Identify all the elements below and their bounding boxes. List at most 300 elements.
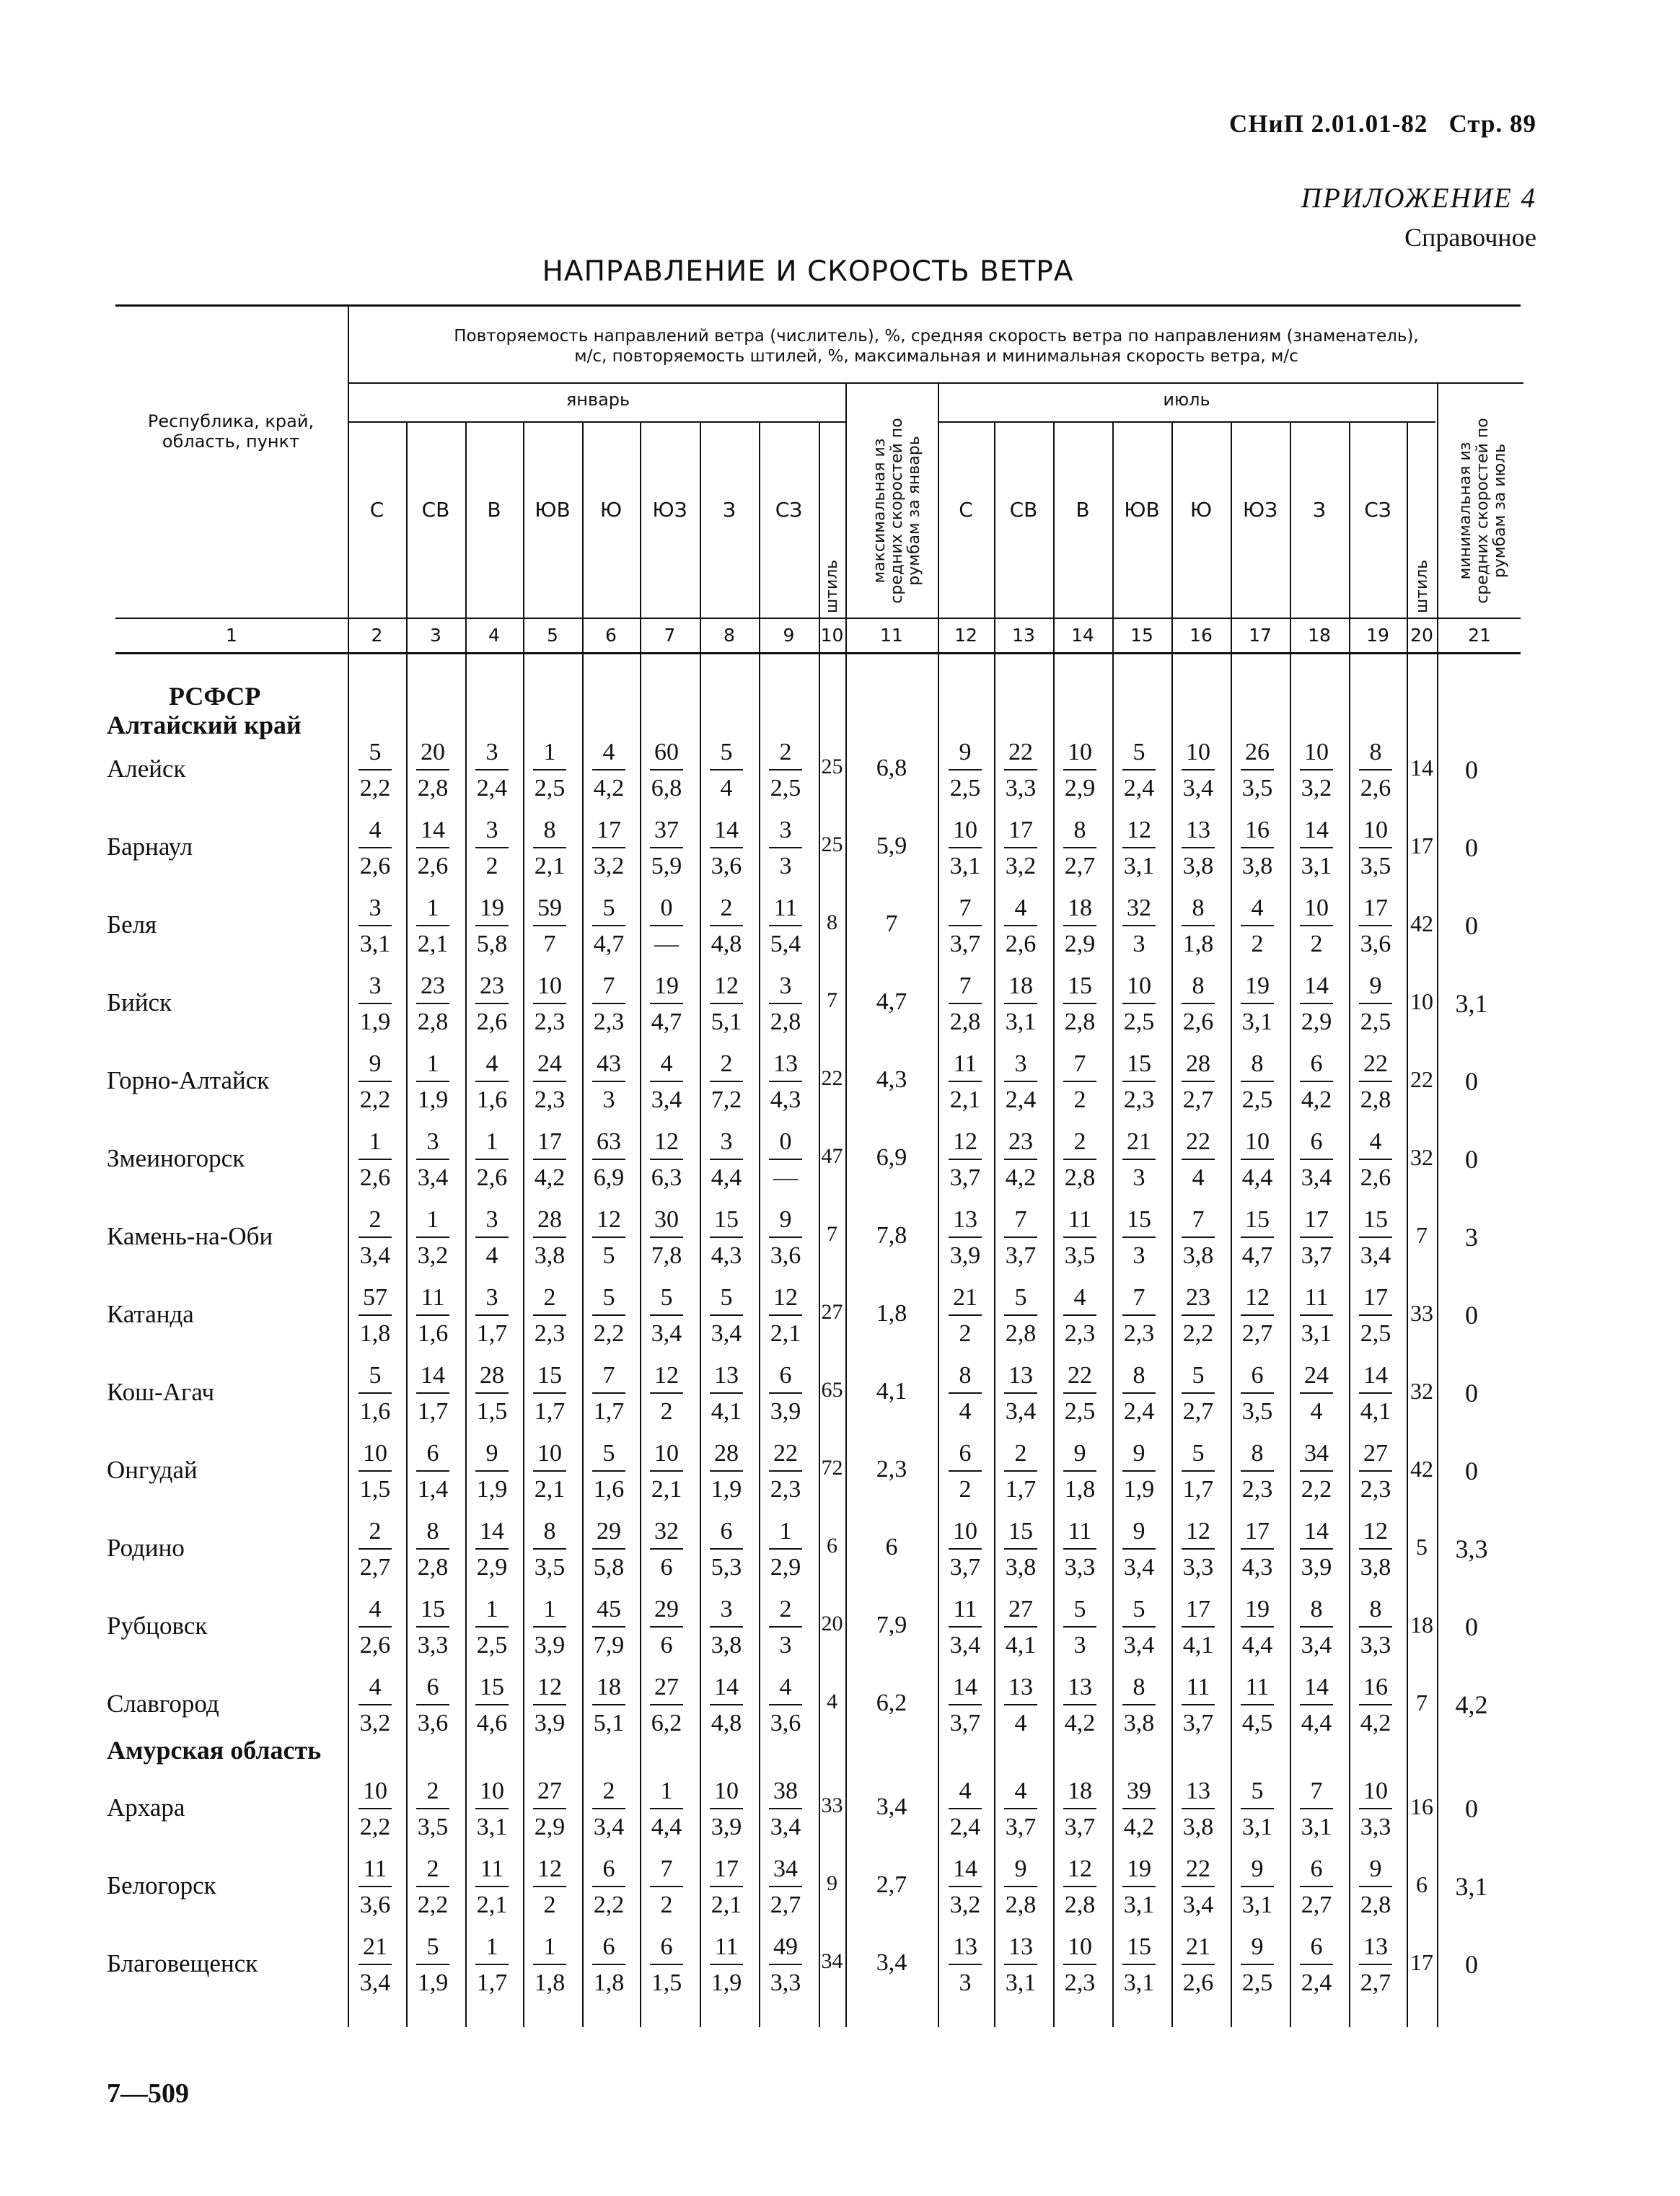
denominator: 1,9: [417, 1086, 449, 1113]
numerator: 32: [1127, 895, 1151, 921]
jan-fraction: [584, 736, 634, 804]
place-name: Беля: [107, 910, 157, 939]
denominator: 3,1: [1301, 1320, 1332, 1347]
jan-max-value: 7,9: [876, 1612, 907, 1638]
denominator: 3,7: [949, 1164, 981, 1191]
jul-fraction: [1173, 892, 1223, 959]
denominator: 3,1: [1241, 1814, 1273, 1840]
jan-fraction: [408, 1125, 458, 1193]
numerator: 8: [1192, 895, 1205, 921]
jul-fraction: [1232, 1048, 1283, 1115]
denominator: 2,9: [770, 1554, 801, 1581]
numerator: 5: [426, 1933, 439, 1960]
group-header-line2: м/с, повторяемость штилей, %, максимальная и минимальная скорость ветра, м/с: [574, 347, 1298, 366]
numerator: 45: [597, 1596, 621, 1622]
jul-min-value: 0: [1465, 1612, 1478, 1641]
numerator: 3: [369, 972, 382, 999]
numerator: 17: [537, 1128, 562, 1155]
numerator: 5: [602, 1284, 615, 1311]
direction-label-jan: ЮЗ: [652, 498, 687, 522]
jul-fraction: [1232, 1203, 1283, 1271]
denominator: 3,1: [1005, 1969, 1037, 1996]
jul-fraction: [1232, 1853, 1283, 1920]
jul-fraction: [1350, 1853, 1401, 1920]
numerator: 3: [1014, 1050, 1027, 1077]
jul-min-value: 0: [1465, 1379, 1478, 1407]
jan-fraction: [584, 1048, 634, 1115]
header-bottom-rule: [115, 618, 1521, 619]
denominator: 5,9: [651, 853, 682, 879]
jan-fraction: [760, 892, 811, 959]
jul-fraction: [1291, 814, 1342, 882]
denominator: 3,1: [949, 853, 981, 879]
calm-label-jan: штиль: [823, 559, 841, 613]
denominator: 2,2: [593, 1320, 625, 1347]
numerator: 20: [421, 739, 445, 765]
numerator: 9: [779, 1206, 792, 1233]
numerator: 6: [1310, 1855, 1323, 1882]
numerator: 1: [485, 1933, 498, 1960]
jan-fraction: [524, 1125, 575, 1193]
denominator: 2,5: [476, 1632, 508, 1659]
jul-calm-value: 22: [1410, 1066, 1433, 1092]
jan-fraction: [467, 1775, 517, 1843]
jul-calm-value: 16: [1410, 1793, 1433, 1819]
numerator: 13: [773, 1050, 798, 1077]
numerator: 8: [1133, 1674, 1145, 1700]
denominator: 3,7: [949, 1554, 981, 1581]
denominator: 4,1: [711, 1398, 742, 1425]
numerator: 12: [1363, 1518, 1388, 1545]
jul-fraction: [1055, 1931, 1105, 1998]
denominator: 3,8: [1182, 1814, 1214, 1840]
denominator: 3,4: [1005, 1398, 1037, 1425]
denominator: 1,9: [359, 1009, 391, 1035]
jan-fraction: [467, 1671, 517, 1739]
jan-fraction: [408, 736, 458, 804]
denominator: 6,8: [651, 775, 682, 801]
jul-fraction: [1173, 1593, 1223, 1661]
denominator: 3,3: [1005, 775, 1037, 801]
numerator: 1: [485, 1128, 498, 1155]
denominator: 1,7: [1182, 1476, 1214, 1503]
numerator: 3: [426, 1128, 439, 1155]
jul-fraction: [1232, 1125, 1283, 1193]
jan-fraction: [701, 892, 752, 959]
numerator: 59: [537, 895, 562, 921]
denominator: 3: [1133, 1164, 1145, 1191]
jul-min-value: 0: [1465, 1794, 1478, 1823]
jul-fraction: [1114, 1281, 1164, 1349]
denominator: 3,4: [1360, 1242, 1391, 1269]
jul-calm-value: 33: [1410, 1300, 1433, 1326]
jan-fraction: [408, 1931, 458, 1998]
jan-fraction: [760, 814, 811, 882]
numerator: 21: [363, 1933, 387, 1960]
jan-fraction: [701, 1203, 752, 1271]
jul-fraction: [1232, 1593, 1283, 1661]
column-number: 14: [1071, 625, 1094, 646]
numerator: 9: [485, 1440, 498, 1467]
numerator: 6: [1310, 1933, 1323, 1960]
jan-fraction: [350, 1048, 400, 1115]
jan-fraction: [701, 1593, 752, 1661]
jul-fraction: [1114, 1931, 1164, 1998]
jul-fraction: [1055, 1437, 1105, 1505]
direction-label-jan: СВ: [421, 498, 450, 522]
numerator: 12: [1127, 817, 1151, 843]
denominator: 5,1: [711, 1009, 742, 1035]
denominator: 4,3: [711, 1242, 742, 1269]
jan-calm-value: 6: [827, 1534, 837, 1558]
numerator: 14: [480, 1518, 504, 1545]
numerator: 1: [426, 895, 439, 921]
numerator: 14: [714, 1674, 739, 1700]
jan-max-value: 4,3: [876, 1066, 907, 1093]
denominator: 3,7: [949, 1710, 981, 1736]
denominator: 4,2: [593, 775, 625, 801]
numerator: 7: [959, 972, 972, 999]
denominator: 3,7: [1064, 1814, 1096, 1840]
numerator: 13: [714, 1362, 739, 1389]
numerator: 28: [1186, 1050, 1210, 1077]
jul-fraction: [1114, 1775, 1164, 1843]
jan-max-value: 2,7: [876, 1871, 907, 1898]
jan-fraction: [467, 892, 517, 959]
jul-fraction: [1350, 1203, 1401, 1271]
jan-fraction: [350, 970, 400, 1037]
numerator: 3: [779, 817, 792, 843]
numerator: 14: [953, 1674, 977, 1700]
denominator: 3,6: [359, 1892, 391, 1918]
denominator: 2,3: [534, 1320, 566, 1347]
column-number: 15: [1130, 625, 1153, 646]
jan-fraction: [350, 1593, 400, 1661]
numerator: 34: [773, 1855, 798, 1882]
denominator: 4,2: [1064, 1710, 1096, 1736]
jul-fraction: [1232, 1437, 1283, 1505]
region-amur: Амурская область: [107, 1736, 322, 1765]
place-name: Рубцовск: [107, 1612, 208, 1640]
jul-fraction: [995, 1515, 1046, 1583]
numerator: 4: [602, 739, 615, 765]
jul-fraction: [1291, 1671, 1342, 1739]
jul-fraction: [995, 1203, 1046, 1271]
denominator: 3,1: [476, 1814, 508, 1840]
jan-fraction: [350, 1203, 400, 1271]
jan-fraction: [408, 970, 458, 1037]
jul-fraction: [1232, 736, 1283, 804]
numerator: 4: [1014, 1778, 1027, 1804]
denominator: 4,2: [1360, 1710, 1391, 1736]
jul-fraction: [995, 1775, 1046, 1843]
denominator: 2,6: [417, 853, 449, 879]
numerator: 6: [602, 1855, 615, 1882]
denominator: 4,2: [534, 1164, 566, 1191]
jan-fraction: [350, 1437, 400, 1505]
numerator: 8: [1251, 1050, 1264, 1077]
jul-fraction: [1173, 1048, 1223, 1115]
column-number: 1: [226, 625, 237, 646]
jan-fraction: [760, 970, 811, 1037]
denominator: 2,8: [1360, 1086, 1391, 1113]
jan-fraction: [524, 892, 575, 959]
jan-fraction: [701, 1931, 752, 1998]
place-name: Катанда: [107, 1300, 194, 1328]
numerator: 14: [953, 1855, 977, 1882]
denominator: 3,8: [1005, 1554, 1037, 1581]
jan-fraction: [701, 1515, 752, 1583]
denominator: 2,2: [359, 1814, 391, 1840]
numerator: 10: [1186, 739, 1210, 765]
jul-min-value: 0: [1465, 755, 1478, 784]
numerator: 13: [1008, 1933, 1033, 1960]
denominator: 1,8: [359, 1320, 391, 1347]
jul-fraction: [1114, 1125, 1164, 1193]
place-name: Благовещенск: [107, 1949, 258, 1977]
denominator: 2,5: [1360, 1009, 1391, 1035]
jan-fraction: [350, 1281, 400, 1349]
numerator: 17: [1008, 817, 1033, 843]
denominator: 2,9: [1064, 775, 1096, 801]
jan-calm-value: 25: [821, 833, 843, 856]
jan-fraction: [701, 970, 752, 1037]
numerator: 26: [1245, 739, 1270, 765]
denominator: 2,6: [1182, 1969, 1214, 1996]
column-number: 8: [724, 625, 735, 646]
denominator: 2,5: [1360, 1320, 1391, 1347]
numerator: 4: [369, 1596, 382, 1622]
jan-fraction: [350, 1359, 400, 1427]
denominator: 2: [1073, 1086, 1086, 1113]
denominator: 2,2: [1182, 1320, 1214, 1347]
numerator: 10: [363, 1440, 387, 1467]
denominator: 3,2: [949, 1892, 981, 1918]
denominator: 2,8: [1064, 1164, 1096, 1191]
numerator: 23: [421, 972, 445, 999]
numerator: 2: [1014, 1440, 1027, 1467]
month-january: январь: [566, 390, 630, 410]
numerator: 9: [1251, 1933, 1264, 1960]
jul-calm-value: 7: [1416, 1222, 1428, 1248]
jan-calm-value: 47: [821, 1144, 843, 1168]
jan-fraction: [408, 1359, 458, 1427]
page-number: Стр. 89: [1448, 110, 1536, 138]
numerator: 13: [1363, 1933, 1388, 1960]
denominator: 3,8: [1182, 853, 1214, 879]
place-name: Онгудай: [107, 1456, 198, 1484]
jul-fraction: [1114, 1048, 1164, 1115]
numerator: 27: [537, 1778, 562, 1804]
numerator: 21: [1186, 1933, 1210, 1960]
denominator: 2,7: [770, 1892, 801, 1918]
denominator: 1,9: [417, 1969, 449, 1996]
denominator: 3,2: [593, 853, 625, 879]
denominator: 2,1: [476, 1892, 508, 1918]
numerator: 2: [779, 1596, 792, 1622]
jan-fraction: [760, 1775, 811, 1843]
denominator: 4: [1192, 1164, 1205, 1191]
jul-fraction: [1232, 1359, 1283, 1427]
denominator: 1,8: [1182, 931, 1214, 957]
denominator: 2,8: [417, 1009, 449, 1035]
jul-fraction: [1350, 1515, 1401, 1583]
jul-fraction: [1055, 1593, 1105, 1661]
numerator: 11: [1186, 1674, 1210, 1700]
jul-fraction: [1350, 970, 1401, 1037]
jul-fraction: [1350, 892, 1401, 959]
jan-fraction: [524, 736, 575, 804]
jan-fraction: [584, 814, 634, 882]
numerator: 1: [369, 1128, 382, 1155]
numerator: 29: [654, 1596, 679, 1622]
jul-fraction: [1173, 1775, 1223, 1843]
numerator: 22: [1186, 1855, 1210, 1882]
column-number: 19: [1366, 625, 1389, 646]
denominator: 3,9: [711, 1814, 742, 1840]
numerator: 11: [714, 1933, 739, 1960]
jul-calm-value: 32: [1410, 1378, 1433, 1404]
jan-fraction: [701, 1853, 752, 1920]
numerator: 10: [537, 972, 562, 999]
numerator: 32: [654, 1518, 679, 1545]
jul-fraction: [1291, 892, 1342, 959]
denominator: 4,8: [711, 931, 742, 957]
denominator: 2,7: [1241, 1320, 1273, 1347]
jul-fraction: [1055, 1203, 1105, 1271]
numerator: 14: [421, 1362, 445, 1389]
region-rsfsr: РСФСР: [169, 682, 261, 711]
jul-fraction: [1350, 1593, 1401, 1661]
denominator: 3,8: [1241, 853, 1273, 879]
numerator: 1: [543, 739, 556, 765]
numerator: 8: [1192, 972, 1205, 999]
denominator: 1,8: [1064, 1476, 1096, 1503]
numerator: 8: [959, 1362, 972, 1389]
denominator: 2,3: [1241, 1476, 1273, 1503]
numerator: 14: [1304, 1518, 1329, 1545]
numerator: 5: [602, 1440, 615, 1467]
denominator: 4,4: [711, 1164, 742, 1191]
jul-fraction: [1055, 970, 1105, 1037]
denominator: 3,1: [1005, 1009, 1037, 1035]
denominator: 1,7: [534, 1398, 566, 1425]
numerator: 30: [654, 1206, 679, 1233]
jul-fraction: [1173, 1671, 1223, 1739]
denominator: 2,1: [534, 853, 566, 879]
numerator: 22: [1363, 1050, 1388, 1077]
jul-fraction: [1350, 1775, 1401, 1843]
denominator: 2,4: [476, 775, 508, 801]
place-name: Белогорск: [107, 1871, 216, 1899]
denominator: 4: [1014, 1710, 1027, 1736]
denominator: 3,8: [711, 1632, 742, 1659]
jul-fraction: [1350, 1437, 1401, 1505]
jan-fraction: [701, 1437, 752, 1505]
jan-fraction: [350, 736, 400, 804]
jul-fraction: [1350, 1359, 1401, 1427]
numerator: 13: [1068, 1674, 1092, 1700]
denominator: 2,6: [1360, 775, 1391, 801]
numerator: 22: [1068, 1362, 1092, 1389]
jul-fraction: [1291, 736, 1342, 804]
jul-fraction: [1173, 736, 1223, 804]
numerator: 1: [543, 1933, 556, 1960]
numerator: 9: [1251, 1855, 1264, 1882]
numerator: 6: [779, 1362, 792, 1389]
denominator: 2,2: [359, 1086, 391, 1113]
jan-fraction: [524, 1359, 575, 1427]
denominator: 3,3: [417, 1632, 449, 1659]
denominator: 2,1: [711, 1892, 742, 1918]
group-header-rule: [349, 382, 1523, 384]
jul-fraction: [1291, 1853, 1342, 1920]
jul-min-value: 4,2: [1455, 1690, 1488, 1719]
numerator: 8: [1133, 1362, 1145, 1389]
jul-fraction: [1291, 1281, 1342, 1349]
jan-fraction: [524, 1437, 575, 1505]
denominator: 3,2: [417, 1242, 449, 1269]
jan-fraction: [760, 1931, 811, 1998]
numerator: 2: [543, 1284, 556, 1311]
jan-fraction: [467, 1853, 517, 1920]
jan-fraction: [467, 1048, 517, 1115]
jul-fraction: [995, 1281, 1046, 1349]
denominator: 2,6: [1360, 1164, 1391, 1191]
numerator: 6: [1310, 1050, 1323, 1077]
denominator: 1,9: [1123, 1476, 1155, 1503]
denominator: 3,4: [770, 1814, 801, 1840]
denominator: 2,5: [1241, 1969, 1273, 1996]
numerator: 4: [369, 1674, 382, 1700]
denominator: 2,5: [1241, 1086, 1273, 1113]
direction-label-jul: ЮВ: [1124, 498, 1160, 522]
numerator: 11: [1304, 1284, 1329, 1311]
denominator: 2,3: [1064, 1320, 1096, 1347]
jan-fraction: [408, 1203, 458, 1271]
numerator: 14: [1304, 972, 1329, 999]
jul-fraction: [1232, 892, 1283, 959]
jan-fraction: [760, 1281, 811, 1349]
numerator: 9: [369, 1050, 382, 1077]
denominator: 4,2: [1005, 1164, 1037, 1191]
jul-fraction: [940, 1593, 990, 1661]
denominator: 3,6: [770, 1710, 801, 1736]
denominator: 2,1: [770, 1320, 801, 1347]
direction-label-jul: Ю: [1189, 498, 1213, 522]
jan-fraction: [760, 1437, 811, 1505]
jan-calm-value: 22: [821, 1066, 843, 1090]
page-footer: 7—509: [107, 2078, 189, 2109]
jan-fraction: [467, 1437, 517, 1505]
numerator: 15: [537, 1362, 562, 1389]
denominator: 2: [1251, 931, 1264, 957]
numerator: 3: [485, 1284, 498, 1311]
jan-fraction: [641, 1515, 692, 1583]
numerator: 49: [773, 1933, 798, 1960]
jul-fraction: [995, 1593, 1046, 1661]
jul-fraction: [1114, 892, 1164, 959]
numerator: 10: [1068, 739, 1092, 765]
numerator: 24: [1304, 1362, 1329, 1389]
denominator: 2,3: [534, 1086, 566, 1113]
numerator: 5: [720, 739, 733, 765]
jan-fraction: [641, 814, 692, 882]
denominator: 2,7: [1360, 1969, 1391, 1996]
numerator: 12: [1186, 1518, 1210, 1545]
numerator: 14: [1363, 1362, 1388, 1389]
denominator: 3,5: [1241, 1398, 1273, 1425]
